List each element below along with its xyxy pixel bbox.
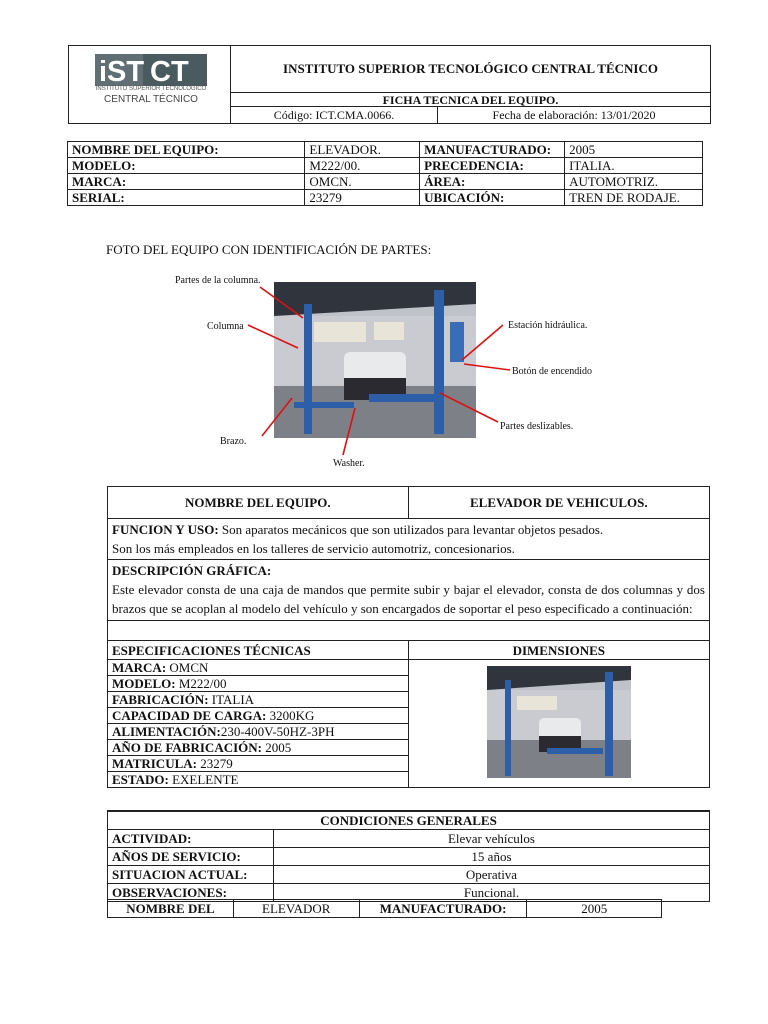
institute-logo — [69, 46, 231, 123]
equipment-name-label: NOMBRE DEL EQUIPO. — [108, 487, 409, 519]
graphic-label: DESCRIPCIÓN GRÁFICA: — [112, 563, 272, 578]
spec-list-cell — [108, 660, 409, 788]
summary-value: 2005 — [565, 142, 703, 158]
footer-value: ELEVADOR — [233, 900, 359, 918]
summary-value: ITALIA. — [565, 158, 703, 174]
summary-key: NOMBRE DEL EQUIPO: — [68, 142, 305, 158]
summary-key: MANUFACTURADO: — [420, 142, 565, 158]
condition-key: ACTIVIDAD: — [108, 829, 274, 847]
blank-row — [108, 621, 710, 641]
spec-key: ALIMENTACIÓN: — [112, 724, 221, 739]
summary-row — [68, 174, 703, 190]
summary-row — [68, 142, 703, 158]
equipment-photo-annotated — [160, 270, 600, 470]
elaboration-date: Fecha de elaboración: 13/01/2020 — [492, 108, 656, 122]
dimensions-photo-cell — [408, 660, 709, 788]
condition-key: SITUACION ACTUAL: — [108, 865, 274, 883]
condition-value: Funcional. — [273, 883, 709, 901]
condition-value: Operativa — [273, 865, 709, 883]
spec-key: CAPACIDAD DE CARGA: — [112, 708, 267, 723]
spec-key: MATRICULA: — [112, 756, 197, 771]
conditions-header: CONDICIONES GENERALES — [108, 811, 710, 829]
spec-list — [108, 660, 408, 787]
spec-header: ESPECIFICACIONES TÉCNICAS — [108, 641, 409, 660]
function-text-2: Son los más empleados en los talleres de servicio automotriz, concesionarios. — [112, 541, 515, 556]
footer-table — [107, 899, 662, 918]
document-header — [68, 45, 711, 124]
spec-value: EXELENTE — [168, 772, 239, 787]
sheet-title: FICHA TECNICA DEL EQUIPO. — [231, 93, 710, 107]
label-sliding-parts: Partes deslizables. — [500, 421, 574, 432]
summary-value: AUTOMOTRIZ. — [565, 174, 703, 190]
condition-key: AÑOS DE SERVICIO: — [108, 847, 274, 865]
label-hydraulic-station: Estación hidráulica. — [508, 320, 588, 331]
footer-key: NOMBRE DEL — [108, 900, 234, 918]
label-column-parts: Partes de la columna. — [175, 275, 261, 286]
summary-value: OMCN. — [305, 174, 420, 190]
logo-mark — [95, 54, 207, 86]
spec-value: 3200KG — [266, 708, 315, 723]
spec-key: MARCA: — [112, 660, 167, 675]
summary-key: SERIAL: — [68, 190, 305, 206]
spec-key: FABRICACIÓN: — [112, 692, 209, 707]
dimensions-header: DIMENSIONES — [408, 641, 709, 660]
summary-key: ÁREA: — [420, 174, 565, 190]
spec-value: 23279 — [196, 756, 233, 771]
summary-value: ELEVADOR. — [305, 142, 420, 158]
conditions-table — [107, 810, 710, 902]
spec-value: OMCN — [166, 660, 209, 675]
graphic-description-cell — [108, 560, 710, 621]
summary-key: PRECEDENCIA: — [420, 158, 565, 174]
spec-value: ITALIA — [208, 692, 255, 707]
equipment-name-value: ELEVADOR DE VEHICULOS. — [408, 487, 709, 519]
function-text: Son aparatos mecánicos que son utilizados para levantar objetos pesados. — [218, 522, 604, 537]
footer-key: MANUFACTURADO: — [359, 900, 527, 918]
summary-key: MARCA: — [68, 174, 305, 190]
summary-row — [68, 190, 703, 206]
spec-value: M222/00 — [175, 676, 227, 691]
graphic-text: Este elevador consta de una caja de mandos que permite subir y bajar el elevador, consta de dos columnas y dos brazos que se acoplan al modelo del vehículo y son encargados de soportar el peso especificado a continuación: — [112, 582, 705, 616]
institute-title: INSTITUTO SUPERIOR TECNOLÓGICO CENTRAL TÉCNICO — [231, 46, 710, 93]
spec-value: 2005 — [261, 740, 292, 755]
summary-row — [68, 158, 703, 174]
svg-text:CT: CT — [150, 56, 189, 86]
summary-value: M222/00. — [305, 158, 420, 174]
lift-photo-small — [487, 666, 631, 778]
footer-value: 2005 — [527, 900, 662, 918]
document-code: Código: ICT.CMA.0066. — [231, 107, 438, 123]
summary-value: TREN DE RODAJE. — [565, 190, 703, 206]
spec-key: MODELO: — [112, 676, 176, 691]
condition-value: Elevar vehículos — [273, 829, 709, 847]
detail-table — [107, 486, 710, 788]
summary-table — [67, 141, 703, 206]
spec-key: ESTADO: — [112, 772, 169, 787]
summary-value: 23279 — [305, 190, 420, 206]
svg-text:iST: iST — [99, 56, 145, 86]
summary-key: UBICACIÓN: — [420, 190, 565, 206]
label-column: Columna — [207, 321, 244, 332]
logo-small-text: INSTITUTO SUPERIOR TECNOLÓGICO — [95, 86, 207, 92]
condition-value: 15 años — [273, 847, 709, 865]
photo-section-heading: FOTO DEL EQUIPO CON IDENTIFICACIÓN DE PARTES: — [106, 242, 432, 257]
label-washer: Washer. — [333, 458, 365, 469]
label-power-button: Botón de encendido — [512, 366, 592, 377]
summary-key: MODELO: — [68, 158, 305, 174]
spec-value: 230-400V-50HZ-3PH — [220, 724, 335, 739]
logo-subtitle: CENTRAL TÉCNICO — [104, 94, 198, 105]
function-label: FUNCION Y USO: — [112, 522, 219, 537]
condition-key: OBSERVACIONES: — [108, 883, 274, 901]
label-arm: Brazo. — [220, 436, 247, 447]
spec-key: AÑO DE FABRICACIÓN: — [112, 740, 262, 755]
function-use-cell — [108, 519, 710, 560]
